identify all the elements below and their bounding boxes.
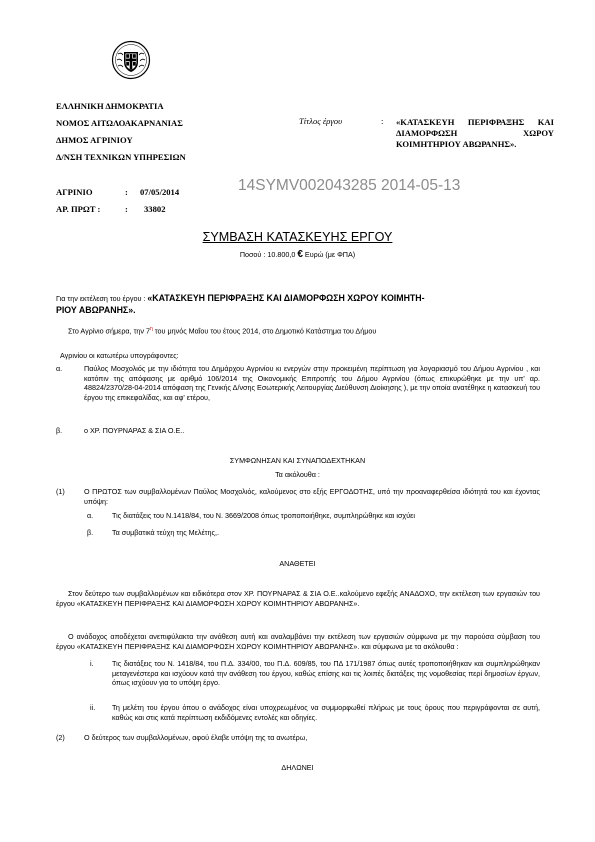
item1-b-text: Τα συμβατικά τεύχη της Μελέτης,. [112, 528, 219, 537]
assigns-heading: ΑΝΑΘΕΤΕΙ [279, 559, 316, 568]
today-line [68, 325, 548, 336]
amount-value: Ποσού : 10.800,0 [239, 250, 296, 259]
contract-amount [0, 250, 595, 260]
contract-title-text: ΣΥΜΒΑΣΗ ΚΑΤΑΣΚΕΥΗΣ ΕΡΓΟΥ [202, 230, 393, 244]
greek-emblem-logo [111, 40, 151, 80]
signers-line: Αγρινίου οι κατωτέρω υπογράφοντες: [60, 351, 179, 360]
roman-i-label: i. [90, 659, 94, 668]
protocol-label: ΑΡ. ΠΡΩΤ : [56, 204, 101, 214]
item1-a-text: Τις διατάξεις του Ν.1418/84, του Ν. 3669/2008 όπως τροποποιήθηκε, συμπληρώθηκε και ισχύει [112, 511, 415, 520]
roman-ii-label: ii. [90, 703, 96, 712]
today-line-end: του μηνός Μαΐου του έτους 2014, στο Δημοτικό Κατάστημα του Δήμου [154, 326, 377, 336]
agreed-heading: ΣΥΜΦΩΝΗΣΑΝ ΚΑΙ ΣΥΝΑΠΟΔΕΧΤΗΚΑΝ [229, 456, 366, 465]
item1-b-label: β. [87, 528, 94, 537]
project-title-colon: : [381, 116, 384, 126]
roman-ii-paragraph: Τη μελέτη του έργου όπου ο ανάδοχος είναι υποχρεωμένος να συμμορφωθεί πλήρως με τους όρους που περιγράφονται σε αυτή, καθώς και στις κατά περίπτωση εκδιδόμενες εντολές και οδηγίες. [112, 703, 540, 722]
amount-suffix: Ευρώ (με ΦΠΑ) [304, 250, 356, 259]
item2-label: (2) [56, 733, 65, 742]
place-colon: : [125, 187, 128, 197]
roman-i-paragraph: Τις διατάξεις του Ν. 1418/84, του Π.Δ. 334/00, του Π.Δ. 609/85, του ΠΔ 171/1987 όπως αυτές τροποποιήθηκαν και συμπληρώθηκαν μεταγενέστερα και ισχύουν κατά την ανάθεση του έργου, καθώς επίσης και τις λοιπές διατάξεις της νομοθεσίας περί δημοσίων έργων, όπως ισχύουν για το υπόψη έργο. [112, 659, 540, 688]
euro-sign: € [297, 249, 303, 260]
intro-lead: Για την εκτέλεση του έργου : [56, 294, 146, 303]
project-title-value: «ΚΑΤΑΣΚΕΥΗ ΠΕΡΙΦΡΑΞΗΣ ΚΑΙ ΔΙΑΜΟΡΦΩΣΗ ΧΩΡΟΥ ΚΟΙΜΗΤΗΡΙΟΥ ΑΒΩΡΑΝΗΣ». [396, 117, 554, 149]
alpha-paragraph: Παύλος Μοσχολιός με την ιδιότητα του Δημάρχου Αγρινίου κι ενεργών στην προκειμένη περίπτωση για λογαριασμό του Δήμου Αγρινίου , και κατόπιν της απόφασης με αριθμό 106/2014 της Οικονομικής Επιτροπής του Δήμου Αγρινίου (όπως επικυρώθηκε με την υπ' αρ. 48824/2370/28-04-2014 απόφαση της Γενικής Δ/νσης Εσωτερικής Λειτουργίας Διεύθυνση Διοίκησης ), με την οποία ανατέθηκε η κατασκευή του έργου της επικεφαλίδας, και αφ' ετέρου, [84, 364, 540, 402]
agreed-subheading: Τα ακόλουθα : [275, 470, 320, 479]
item2-text: Ο δεύτερος των συμβαλλομένων, αφού έλαβε υπόψη της τα ανωτέρω, [84, 733, 308, 742]
accept-paragraph: Ο ανάδοχος αποδέχεται ανεπιφύλακτα την ανάθεση αυτή και αναλαμβάνει την εκτέλεση των εργασιών σύμφωνα με την παρούσα σύμβαση του έργου «ΚΑΤΑΣΚΕΥΗ ΠΕΡΙΦΡΑΞΗΣ ΚΑΙ ΔΙΑΜΟΡΦΩΣΗ ΧΩΡΟΥ ΚΟΙΜΗΤΗΡΙΟΥ ΑΒΩΡΑΝΗΣ». και σύμφωνα με τα ακόλουθα : [56, 632, 540, 651]
intro-paragraph [56, 294, 540, 304]
document-date: 07/05/2014 [140, 187, 180, 197]
project-title-label: Τίτλος έργου [299, 116, 343, 126]
intro-project-title: «ΚΑΤΑΣΚΕΥΗ ΠΕΡΙΦΡΑΞΗΣ ΚΑΙ ΔΙΑΜΟΡΦΩΣΗ ΧΩΡΟΥ ΚΟΙΜΗΤΗ- [147, 293, 425, 303]
ada-stamp: 14SYMV002043285 2014-05-13 [238, 177, 461, 194]
today-sup: η [150, 326, 153, 332]
today-line-start: Στο Αγρίνιο σήμερα, την 7 [68, 326, 151, 336]
protocol-colon: : [125, 204, 128, 214]
beta-label: β. [56, 426, 63, 435]
header-line-municipality: ΔΗΜΟΣ ΑΓΡΙΝΙΟΥ [56, 135, 133, 145]
header-line-republic: ΕΛΛΗΝΙΚΗ ΔΗΜΟΚΡΑΤΙΑ [56, 101, 164, 111]
assign-paragraph: Στον δεύτερο των συμβαλλομένων και ειδικότερα στον ΧΡ. ΠΟΥΡΝΑΡΑΣ & ΣΙΑ Ο.Ε..καλούμενο εφεξής ΑΝΑΔΟΧΟ, την εκτέλεση των εργασιών του έργου «ΚΑΤΑΣΚΕΥΗ ΠΕΡΙΦΡΑΞΗΣ ΚΑΙ ΔΙΑΜΟΡΦΩΣΗ ΧΩΡΟΥ ΚΟΙΜΗΤΗΡΙΟΥ ΑΒΩΡΑΝΗΣ». [56, 589, 540, 608]
protocol-number: 33802 [144, 204, 166, 214]
header-line-prefecture: ΝΟΜΟΣ ΑΙΤΩΛΟΑΚΑΡΝΑΝΙΑΣ [56, 118, 183, 128]
beta-text: ο ΧΡ. ΠΟΥΡΝΑΡΑΣ & ΣΙΑ Ο.Ε.. [84, 426, 185, 435]
alpha-label: α. [56, 364, 63, 373]
item1-label: (1) [56, 487, 65, 496]
contract-title [0, 230, 595, 245]
declares-heading: ΔΗΛΩΝΕΙ [281, 763, 314, 772]
place-label: ΑΓΡΙΝΙΟ [56, 187, 93, 197]
item1-paragraph: Ο ΠΡΩΤΟΣ των συμβαλλομένων Παύλος Μοσχολιός, καλούμενος στο εξής ΕΡΓΟΔΟΤΗΣ, υπό την προαναφερθείσα ιδιότητά του και έχοντας υπόψη: [84, 487, 540, 506]
item1-a-label: α. [87, 511, 94, 520]
intro-project-title-end: ΡΙΟΥ ΑΒΩΡΑΝΗΣ». [56, 305, 136, 315]
header-line-directorate: Δ/ΝΣΗ ΤΕΧΝΙΚΩΝ ΥΠΗΡΕΣΙΩΝ [56, 152, 186, 162]
